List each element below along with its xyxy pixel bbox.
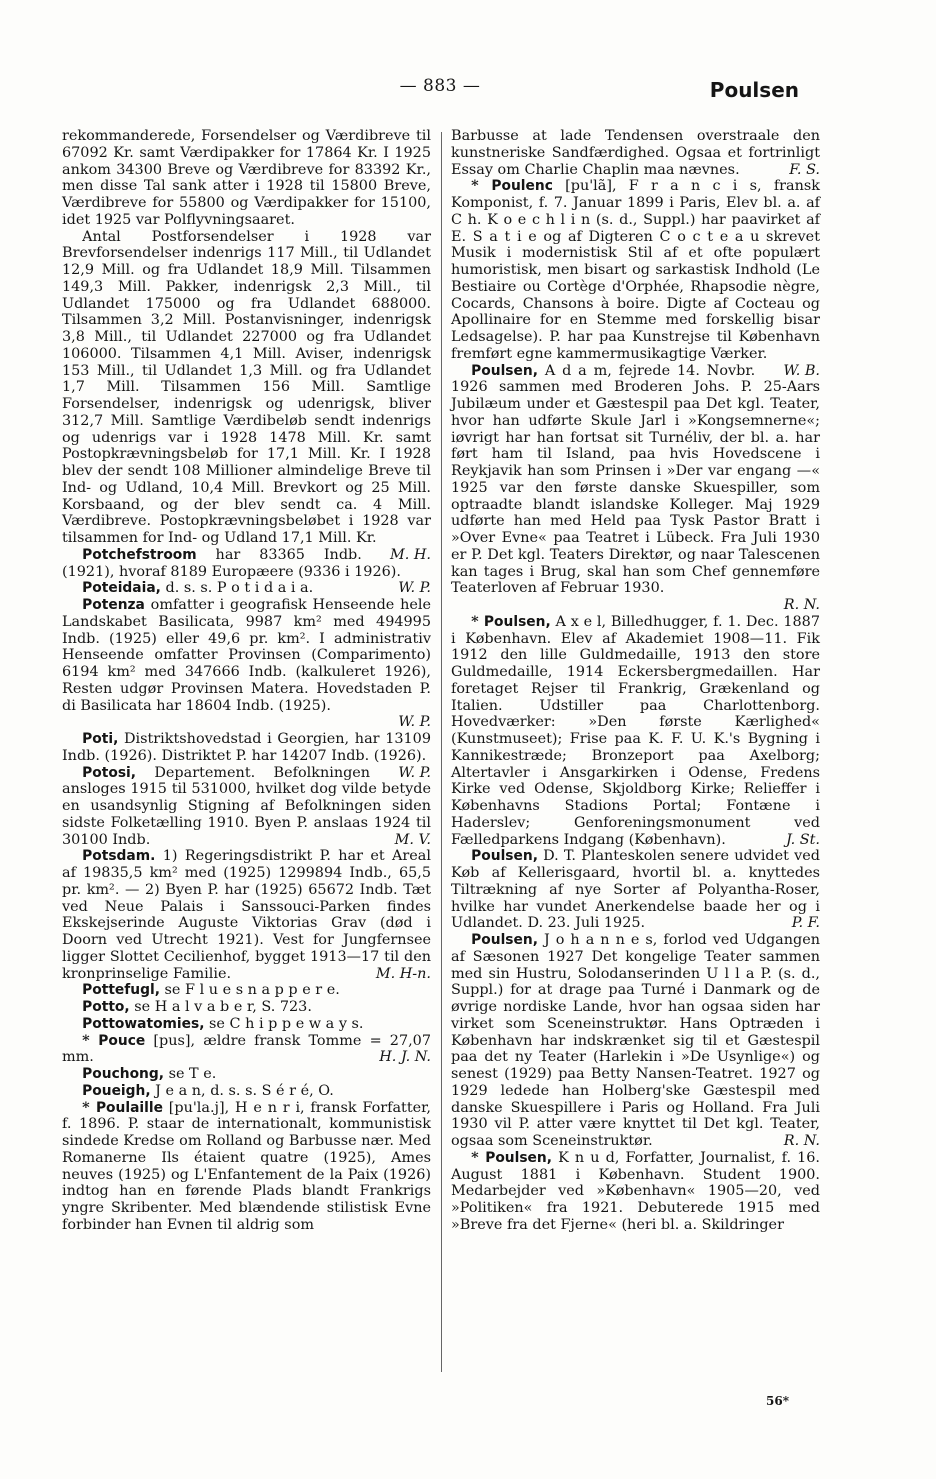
asterisk-mark: * [471,612,484,630]
dictionary-entry [62,982,431,999]
entry-text: J o h a n n e s, forlod ved Udgangen af Sæsonen 1927 Det kongelige Teater sammen med sin Hustru, Solodanserinden U l l a P. (s. d., Suppl.) for at drage paa Turné i Danmark og de øvrige nordiske Lande, hvor han ogsaa siden har virket som Sceneinstruktør. Hans Optræden i København har indskrænket sig til et Gæstespil paa det ny Teater (Harlekin i »De Usynlige«) og senest (1929) paa Betty Nansen-Teatret. 1927 og 1929 ledede han Holberg'ske Gæstespil med danske Skuespillere i Paris og Holland. Fra Juli 1930 vil P. atter være knyttet til Det kgl. Teater, ogsaa som Sceneinstruktør. [451,932,820,1149]
author-signature: R. N. [783,1133,820,1149]
asterisk-mark: * [471,1148,486,1166]
entry-text: d. s. s. P o t i d a i a. [160,580,314,597]
entry-headword: Pottefugl, [82,982,160,999]
dictionary-entry [451,848,820,932]
entry-headword: Poulsen, [471,848,538,865]
dictionary-entry [451,614,820,849]
dictionary-entry [62,1066,431,1083]
page-number: — 883 — [399,76,481,96]
entry-headword: Poulsen, [471,932,538,948]
author-signature: M. V. [394,831,431,848]
entry-headword: Potchefstroom [82,546,197,563]
column-divider [441,132,442,1372]
entry-text: har 83365 Indb. (1921), hvoraf 8189 Europæere (9336 i 1926). [62,546,401,580]
dictionary-entry [62,1083,431,1100]
entry-headword: Poulsen, [485,1149,552,1166]
author-signature: P. F. [791,915,820,932]
author-signature: H. J. N. [379,1049,431,1066]
author-signature: F. S. [789,161,820,178]
running-head: Poulsen [709,78,799,102]
asterisk-mark: * [82,1031,99,1049]
entry-text: [pu'lã], F r a n c i s, fransk Komponist, f. 7. Januar 1899 i Paris, Elev bl. a. af C h. K o e c h l i n (s. d., Suppl.) har paavirket af E. S a t i e og af Digteren C o c t e a u skrevet Musik i modernistisk Stil af et ofte populært humoristisk, men bisart og sarkastisk Indhold (Le Bestiaire ou Cortège d'Orphée, Rhapsodie nègre, Cocards, Chansons à boire. Digte af Cocteau og Apollinaire for en Stemme med forskellig bisar Ledsagelse). P. har paa Kunstrejse til København fremført egne kammermusikagtige Værker. [451,178,820,362]
entry-text: J e a n, d. s. s. S é r é, O. [150,1082,334,1099]
signature-mark: 56* [766,1394,789,1408]
dictionary-entry [62,848,431,982]
entry-headword: Potto, [82,999,130,1015]
entry-text: K n u d, Forfatter, Journalist, f. 16. August 1881 i København. Student 1900. Medarbejder ved »København« 1905—20, ved »Politiken« fra 1921. Debuterede 1915 med »Breve fra det Fjerne« (heri bl. a. Skildringer [451,1149,820,1233]
entry-text: rekommanderede, Forsendelser og Værdibreve til 67092 Kr. samt Værdipakker for 17864 Kr. I 1925 ankom 34300 Breve og Værdibreve for 83392 Kr., men disse Tal sank atter i 1928 til 15800 Breve, Værdibreve for 55800 og Værdipakker for 15100, idet 1925 var Polflyvningsaaret. [62,128,431,228]
entry-headword: Poti, [82,731,119,747]
entry-text: se T e. [164,1066,217,1082]
dictionary-entry [62,1100,431,1234]
entry-text: se C h i p p e w a y s. [204,1015,364,1032]
left-column [62,128,431,1234]
entry-text: D. T. Planteskolen senere udvidet ved Køb af Kellerisgaard, hvortil bl. a. knyttedes Tiltrækning af nye Sorter af Polyantha-Roser, hvilke har vundet Anerkendelse baade her og i Udlandet. D. 23. Juli 1925. [451,848,820,932]
dictionary-entry [451,932,820,1150]
dictionary-entry [62,128,431,229]
entry-headword: Poulenc [491,178,553,195]
dictionary-entry [62,1033,431,1067]
entry-text: Barbusse at lade Tendensen overstraale den kunstneriske Sandfærdighed. Ogsaa et fortrinligt Essay om Charlie Chaplin maa nævnes. [451,128,820,178]
entry-headword: Poulsen, [483,613,551,630]
author-signature: R. N. [783,597,820,613]
dictionary-entry [62,597,431,731]
entry-headword: Potenza [82,597,145,613]
dictionary-entry [62,999,431,1016]
dictionary-entry [451,363,820,614]
entry-text: se H a l v a b e r, S. 723. [129,999,312,1015]
entry-text: 1) Regeringsdistrikt P. har et Areal af 19835,5 km² med (1925) 1299894 Indb., 65,5 pr. km². — 2) Byen P. har (1925) 65672 Indb. Tæt ved Neue Palais i Sanssouci-Parken findes Ekskejserinde Auguste Viktorias Grav (død i Doorn ved Utrecht 1921). Vest for Jungfernsee ligger Slottet Cecilienhof, bygget 1913—17 til den kronprinselige Familie. [62,848,431,982]
entry-text: [pus], ældre fransk Tomme = 27,07 mm. [62,1032,431,1066]
entry-text: A d a m, fejrede 14. Novbr. 1926 sammen med Broderen Johs. P. 25-Aars Jubilæum under et Gæstespil paa Det kgl. Teater, hvor han udførte Skule Jarl i »Kongsemnerne«; iøvrigt har han fortsat sit Turnéliv, der bl. a. har ført ham til Island, paa hvis Hovedscene i Reykjavik han som Prinsen i »Der var engang —« 1925 var den første danske Skuespiller, som optraadte blandt islandske Kolleger. Maj 1929 udførte han med Held paa Tysk Pastor Bratt i »Over Evne« paa Teatret i Lübeck. Fra Juli 1930 er P. Det kgl. Teaters Direktør, og naar Talescenen kan tages i Brug, skal han som Chef gennemføre Teaterloven af Februar 1930. [451,362,820,597]
entry-text: A x e l, Billedhugger, f. 1. Dec. 1887 i København. Elev af Akademiet 1908—11. Fik 1912 den lille Guldmedaille, 1913 den store Guldmedaille, 1914 Eckersbergmedaillen. Har foretaget Rejser til Frankrig, Grækenland og Italien. Udstiller paa Charlottenborg. Hovedværker: »Den første Kærlighed« (Kunstmuseet); Frise paa K. F. U. K.'s Bygning i Kannikestræde; Bronzeport paa Axelborg; Altertavler i Ansgarkirken i Odense, Fredens Kirke ved Odense, Skjoldborg Kirke; Relieffer i Københavns Stadions Portal; Fontæne i Haderslev; Genforeningsmonument ved Fælledparkens Indgang (København). [451,613,820,848]
author-signature: W. B. [783,362,820,379]
entry-text: Departement. Befolkningen ansloges 1915 til 531000, hvilket dog vilde betyde en usandsynlig Stigning af Befolkningen siden sidste Folketælling 1910. Byen P. anslaas 1924 til 30100 Indb. [62,764,431,848]
asterisk-mark: * [471,177,492,195]
author-signature: J. St. [785,831,820,848]
entry-headword: Pottowatomies, [82,1015,205,1032]
entry-text: se F l u e s n a p p e r e. [159,982,340,999]
author-signature: W. P. [398,764,431,781]
entry-headword: Poulsen, [471,362,538,379]
author-signature: W. P. [398,580,431,597]
entry-text: Antal Postforsendelser i 1928 var Brevforsendelser indenrigs 117 Mill., til Udlandet 12,9 Mill. og fra Udlandet 18,9 Mill. Tilsammen 149,3 Mill. Pakker, indenrigsk 2,3 Mill., til Udlandet 175000 og fra Udlandet 688000. Tilsammen 3,2 Mill. Postanvisninger, indenrigsk 3,8 Mill., til Udlandet 227000 og fra Udlandet 106000. Tilsammen 4,1 Mill. Aviser, indenrigsk 153 Mill., til Udlandet 1,3 Mill. og fra Udlandet 1,7 Mill. Tilsammen 156 Mill. Samtlige Forsendelser, indenrigsk og udenrigsk, bliver 312,7 Mill. Samtlige Værdibeløb sendt indenrigs og udenrigs var i 1928 1478 Mill. Kr. samt Postopkrævningsbeløb for 17,1 Mill. Kr. I 1928 blev der sendt 108 Millioner almindelige Breve til Ind- og Udland, 10,4 Mill. Brevkort og 25 Mill. Korsbaand, og der blev sendt ca. 4 Mill. Værdibreve. Postopkrævningsbeløbet i 1928 var tilsammen for Ind- og Udland 17,1 Mill. Kr. [62,228,431,546]
author-signature: W. P. [398,714,431,731]
right-column [451,128,820,1234]
entry-headword: Pouchong, [82,1066,164,1082]
entry-text: Distriktshovedstad i Georgien, har 13109 Indb. (1926). Distriktet P. har 14207 Indb. (1926). [62,731,431,764]
dictionary-entry [451,1150,820,1234]
dictionary-entry [62,1016,431,1033]
dictionary-entry [451,128,820,178]
asterisk-mark: * [82,1098,96,1116]
entry-headword: Potsdam. [82,848,156,865]
entry-headword: Poteidaia, [82,580,161,597]
entry-headword: Potosi, [82,764,137,781]
entry-headword: Poueigh, [82,1082,151,1099]
entry-text: [pu'la.j], H e n r i, fransk Forfatter, f. 1896. P. staar de internationalt, kommunistisk sindede Kredse om Rolland og Barbusse nær. Med Romanerne Ils étaient quatre (1925), Ames neuves (1925) og L'Enfantement de la Paix (1926) indtog han en førende Plads blandt Frankrigs yngre Skribenter. Med blændende stilistisk Evne forbinder han Evnen til aldrig som [62,1099,431,1233]
author-signature: M. H-n. [375,965,431,982]
entry-headword: Poulaille [95,1099,163,1116]
author-signature: M. H. [389,546,431,563]
entry-text: omfatter i geografisk Henseende hele Landskabet Basilicata, 9987 km² med 494995 Indb. (1925) eller 49,6 pr. km². I administrativ Henseende omfatter Provinsen (Comparimento) 6194 km² med 347666 Indb. (kalkuleret 1926), Resten udgør Provinsen Matera. Hovedstaden P. di Basilicata har 18604 Indb. (1925). [62,597,431,714]
entry-headword: Pouce [98,1032,146,1049]
